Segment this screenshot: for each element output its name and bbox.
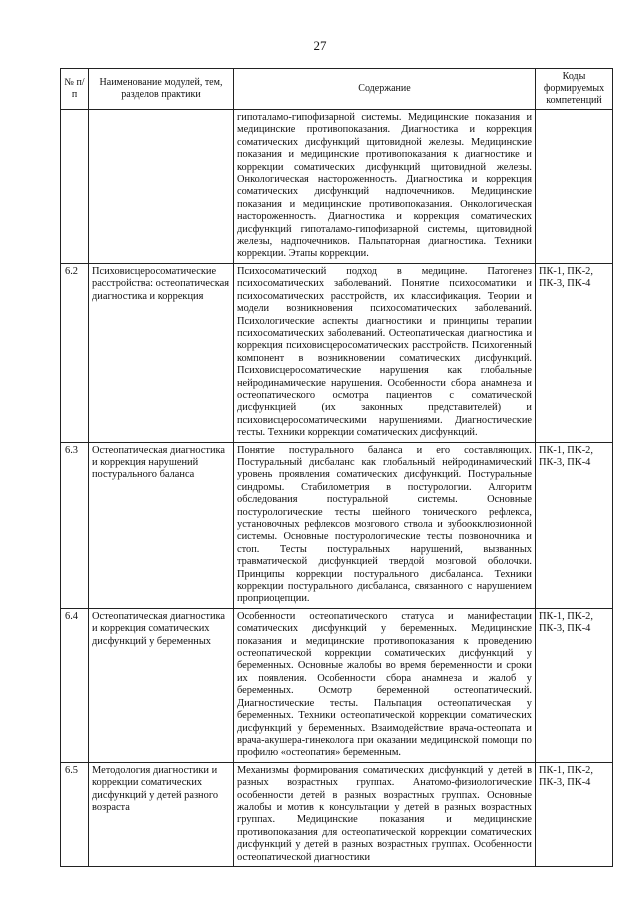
- row-codes: ПК-1, ПК-2, ПК-3, ПК-4: [536, 263, 613, 442]
- table-row: [61, 263, 613, 442]
- curriculum-table: [60, 68, 613, 867]
- row-content: Механизмы формирования соматических дисфункций у детей в разных возрастных группах. Анатомо-физиологические особенности детей в разных возрастных группах. Основные жалобы и мотив к консультации у детей в разных возрастных группах. Медицинские показания и медицинские противопоказания для остеопатической коррекции соматических дисфункций у детей в разных возрастных группах. Особенности остеопатической диагностики: [234, 762, 536, 866]
- header-num: № п/п: [61, 69, 89, 110]
- row-content: Понятие постурального баланса и его составляющих. Постуральный дисбаланс как глобальный нейродинамический уровень проявления соматических дисфункций. Постуральные синдромы. Стабилометрия в постурологии. Алгоритм обследования постуральной системы. Основные постурологические тесты шейного тонического рефлекса, установочных рефлексов мозгового ствола и зубоокклюзионной системы. Основные постурологические тесты позвоночника и стоп. Тесты постуральных нарушений, вызванных травматической дисфункцией твердой мозговой оболочки. Принципы коррекции постурального дисбаланса. Техники коррекции постурального дисбаланса, связанного с нарушением проприоцепции.: [234, 442, 536, 608]
- row-num: 6.4: [61, 608, 89, 762]
- row-num: [61, 110, 89, 264]
- row-codes: ПК-1, ПК-2, ПК-3, ПК-4: [536, 608, 613, 762]
- header-content: Содержание: [234, 69, 536, 110]
- table-row: [61, 442, 613, 608]
- table-row: [61, 608, 613, 762]
- header-name: Наименование модулей, тем, разделов практики: [89, 69, 234, 110]
- row-codes: ПК-1, ПК-2, ПК-3, ПК-4: [536, 442, 613, 608]
- row-codes: ПК-1, ПК-2, ПК-3, ПК-4: [536, 762, 613, 866]
- row-name: Остеопатическая диагностика и коррекция соматических дисфункций у беременных: [89, 608, 234, 762]
- row-num: 6.5: [61, 762, 89, 866]
- table-row: [61, 762, 613, 866]
- header-codes: Коды формируемых компетенций: [536, 69, 613, 110]
- row-num: 6.2: [61, 263, 89, 442]
- row-num: 6.3: [61, 442, 89, 608]
- row-codes: [536, 110, 613, 264]
- table-header-row: [61, 69, 613, 110]
- row-name: Остеопатическая диагностика и коррекция нарушений постурального баланса: [89, 442, 234, 608]
- page-number: 27: [313, 38, 327, 53]
- row-name: [89, 110, 234, 264]
- row-content: гипоталамо-гипофизарной системы. Медицинские показания и медицинские противопоказания. Диагностика и коррекция соматических дисфункций щитовидной железы. Медицинские показания и медицинские противопоказания к диагностике и коррекции соматических дисфункций щитовидной железы. Онкологическая настороженность. Диагностика и коррекция соматических дисфункций надпочечников. Медицинские показания и медицинские противопоказания. Онкологическая настороженность. Диагностика и коррекция соматических дисфункций гипоталамо-гипофизарной системы, щитовидной железы, надпочечников. Пальпаторная диагностика. Техники коррекции. Этапы коррекции.: [234, 110, 536, 264]
- table-row: [61, 110, 613, 264]
- row-content: Психосоматический подход в медицине. Патогенез психосоматических заболеваний. Понятие психосоматики и психосоматических расстройств, их классификация. Теории и модели возникновения психосоматических заболеваний. Психологические аспекты диагностики и принципы терапии психосоматических заболеваний. Остеопатическая диагностика и коррекция психовисцеросоматических расстройств. Психогенный компонент в возникновении соматических дисфункций. Психовисцеросоматические нарушения как глобальные нейродинамические нарушения. Особенности сбора анамнеза и остеопатического осмотра пациентов с соматической дисфункцией (их законных представителей) и психовисцеросоматическими нарушениями. Диагностические тесты. Техники коррекции соматических дисфункций.: [234, 263, 536, 442]
- row-name: Методология диагностики и коррекции соматических дисфункций у детей разного возраста: [89, 762, 234, 866]
- row-content: Особенности остеопатического статуса и манифестации соматических дисфункций у беременных. Медицинские показания и медицинские противопоказания к проведению остеопатической коррекции соматических дисфункций у беременных. Основные жалобы во время беременности и сроки их появления. Особенности сбора анамнеза и жалоб у беременных. Осмотр беременной остеопатический. Диагностические тесты. Пальпация остеопатическая у беременных. Техники остеопатической коррекции соматических дисфункций у беременных. Взаимодействие врача-остеопата и врача-акушера-гинеколога при оказании медицинской помощи по профилю «остеопатия» беременным.: [234, 608, 536, 762]
- row-name: Психовисцеросоматические расстройства: остеопатическая диагностика и коррекция: [89, 263, 234, 442]
